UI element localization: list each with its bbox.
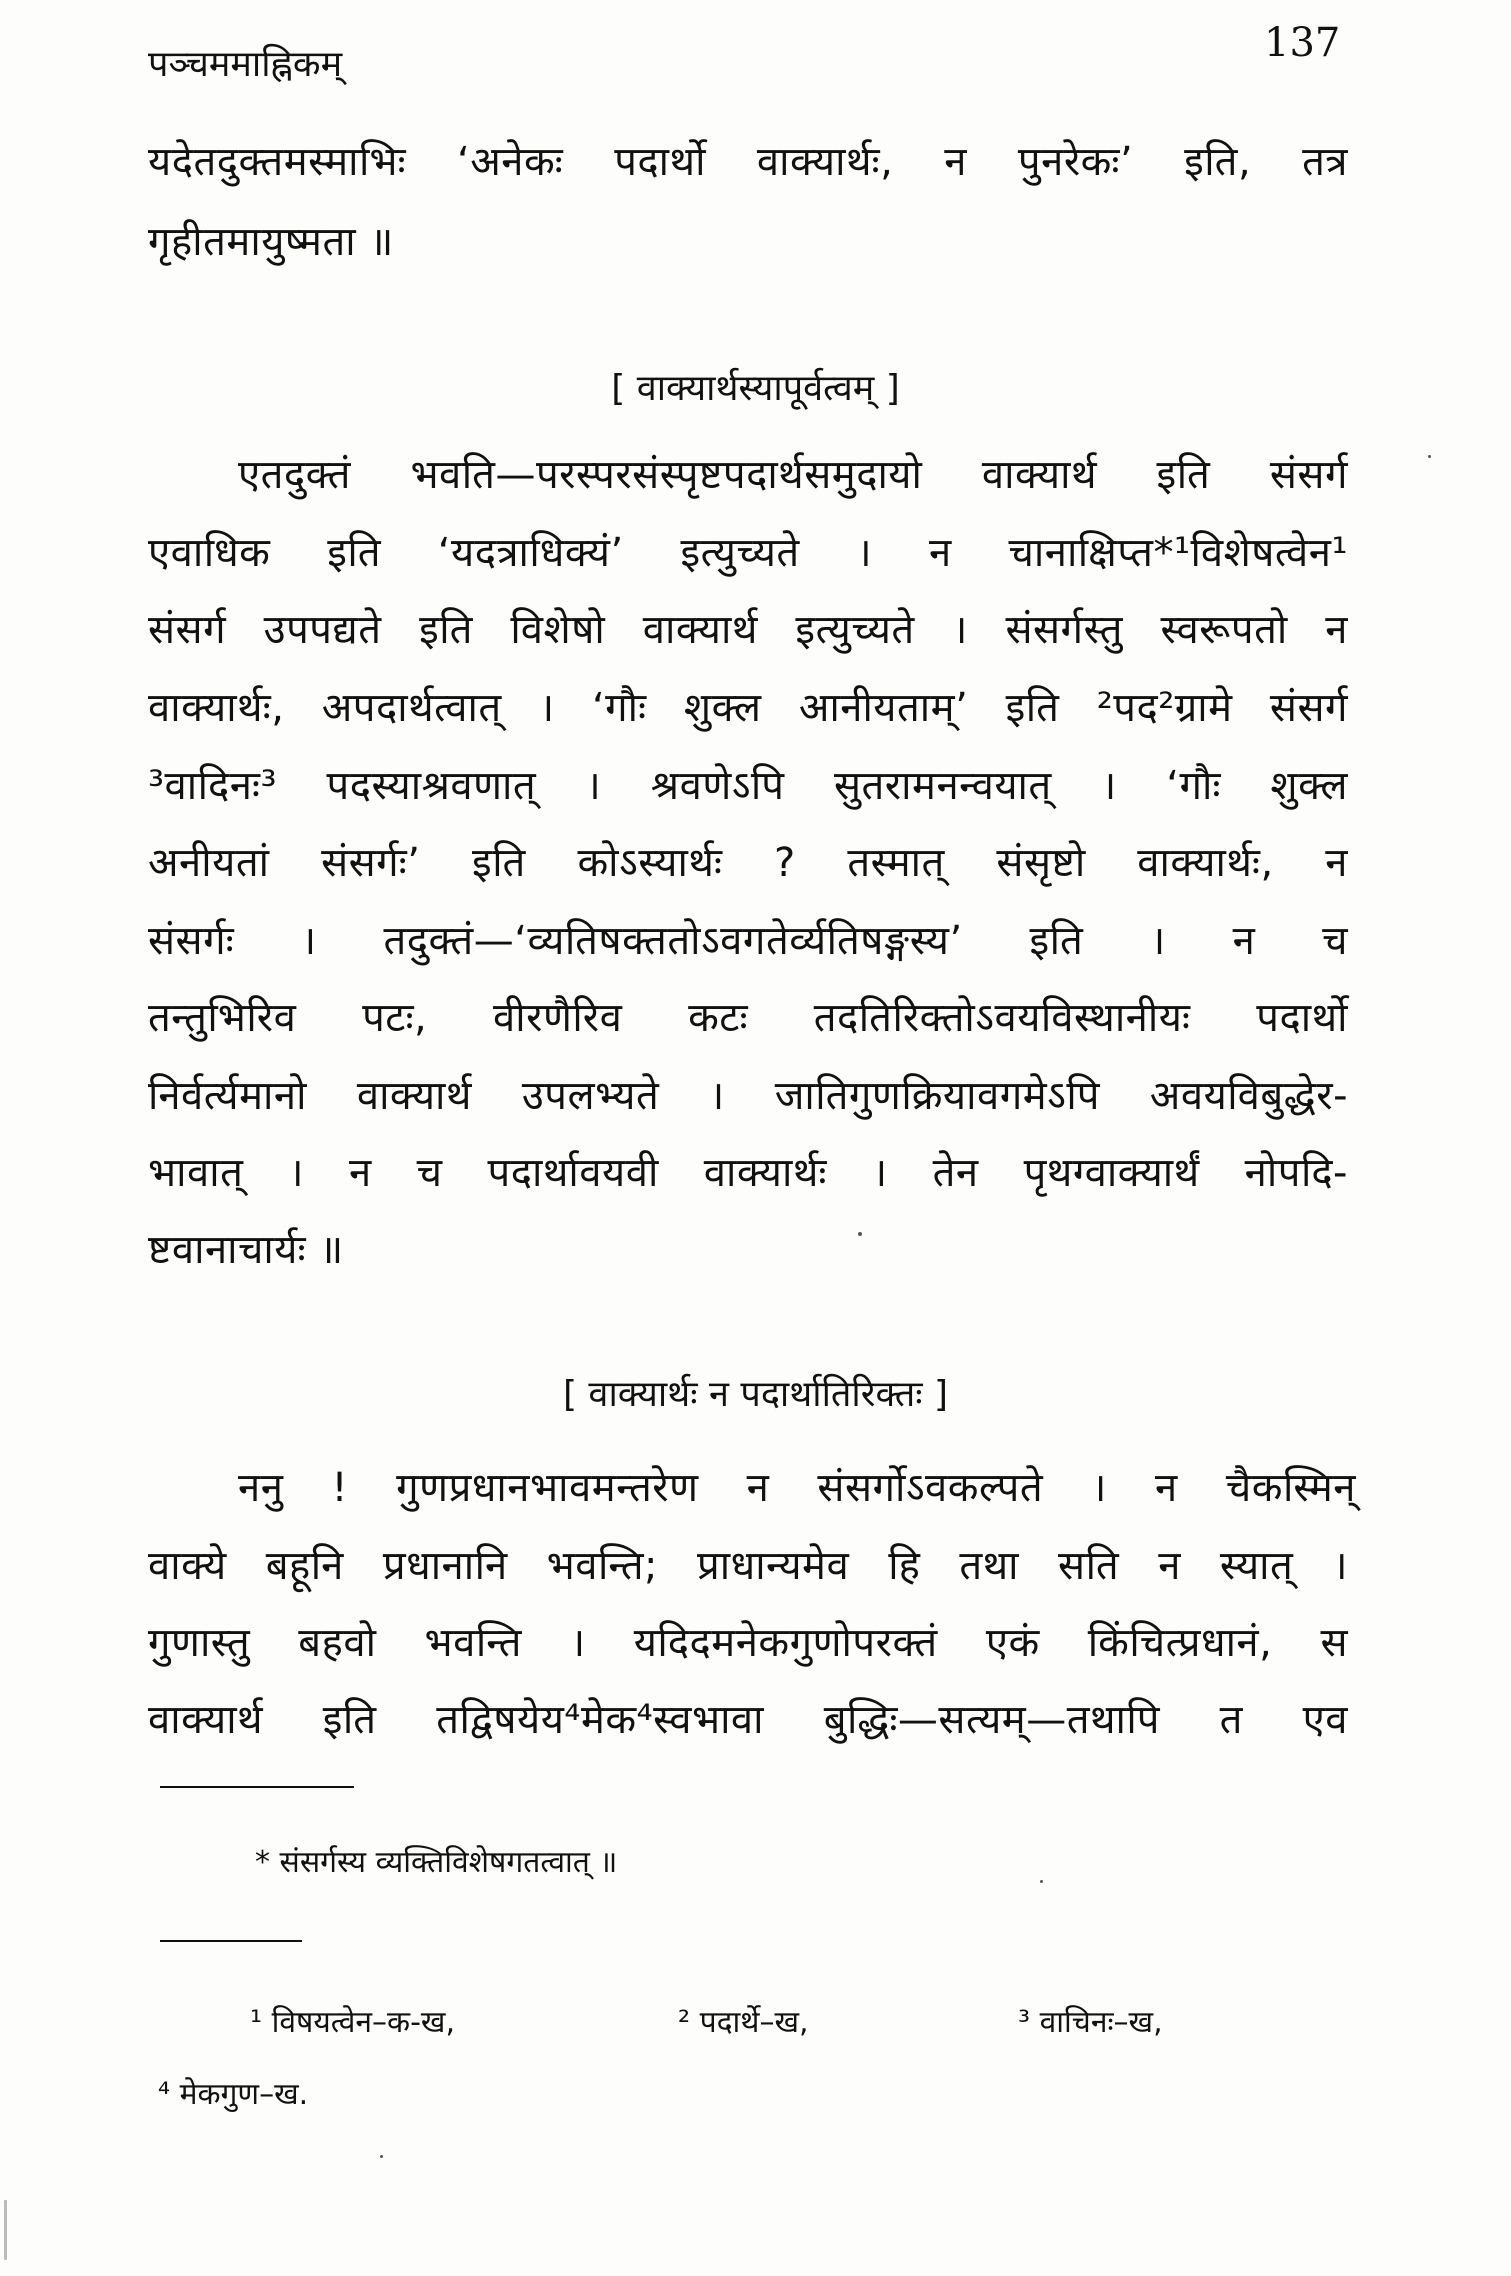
scan-speck	[1040, 1880, 1043, 1883]
section1-line-2: एवाधिक इति ‘यदत्राधिक्यं’ इत्युच्यते । न चानाक्षिप्त*¹विशेषत्वेन¹	[148, 530, 1348, 576]
scan-speck	[858, 1232, 862, 1236]
section1-line-5: ³वादिनः³ पदस्याश्रवणात् । श्रवणेऽपि सुतरामनन्वयात् । ‘गौः शुक्ल	[148, 763, 1348, 809]
section2-line-2: वाक्ये बहूनि प्रधानानि भवन्ति; प्राधान्यमेव हि तथा सति न स्यात् ।	[148, 1543, 1348, 1589]
variant-note-2: ² पदार्थे–ख,	[678, 2005, 809, 2040]
scan-edge-mark	[4, 2200, 7, 2260]
footnote-rule	[160, 1786, 354, 1788]
section-heading-1: [ वाक्यार्थस्यापूर्वत्वम् ]	[611, 368, 900, 409]
section1-line-11: ष्टवानाचार्यः ॥	[148, 1227, 344, 1273]
section2-line-1: ननु ! गुणप्रधानभावमन्तरेण न संसर्गोऽवकल्पते । न चैकस्मिन्	[238, 1465, 1356, 1511]
variant-note-1: ¹ विषयत्वेन–क-ख,	[250, 2005, 455, 2040]
scan-speck	[380, 2155, 383, 2158]
section-heading-2: [ वाक्यार्थः न पदार्थातिरिक्तः ]	[562, 1374, 949, 1415]
running-title: पञ्चममाह्निकम्	[148, 44, 343, 85]
section2-line-3: गुणास्तु बहवो भवन्ति । यदिदमनेकगुणोपरक्तं एकं किंचित्प्रधानं, स	[148, 1620, 1348, 1666]
section1-line-6: अनीयतां संसर्गः’ इति कोऽस्यार्थः ? तस्मात् संसृष्टो वाक्यार्थः, न	[148, 840, 1348, 886]
section1-line-9: निर्वर्त्यमानो वाक्यार्थ उपलभ्यते । जातिगुणक्रियावगमेऽपि अवयविबुद्धेर-	[148, 1073, 1348, 1119]
section1-line-1: एतदुक्तं भवति—परस्परसंस्पृष्टपदार्थसमुदायो वाक्यार्थ इति संसर्ग	[238, 452, 1348, 498]
variant-note-4: ⁴ मेकगुण–ख.	[158, 2077, 309, 2112]
scan-speck	[1428, 455, 1431, 458]
section1-line-8: तन्तुभिरिव पटः, वीरणैरिव कटः तदतिरिक्तोऽवयविस्थानीयः पदार्थो	[148, 995, 1348, 1041]
section1-line-3: संसर्ग उपपद्यते इति विशेषो वाक्यार्थ इत्युच्यते । संसर्गस्तु स्वरूपतो न	[148, 607, 1348, 653]
variants-rule	[160, 1940, 302, 1942]
intro-line-1: यदेतदुक्तमस्माभिः ‘अनेकः पदार्थो वाक्यार्थः, न पुनरेकः’ इति, तत्र	[148, 139, 1348, 185]
section2-line-4: वाक्यार्थ इति तद्विषयेय⁴मेक⁴स्वभावा बुद्धिः—सत्यम्—तथापि त एव	[148, 1697, 1348, 1743]
section1-line-7: संसर्गः । तदुक्तं—‘व्यतिषक्ततोऽवगतेर्व्यतिषङ्गस्य’ इति । न च	[148, 918, 1348, 964]
intro-line-2: गृहीतमायुष्मता ॥	[148, 219, 394, 265]
section1-line-10: भावात् । न च पदार्थावयवी वाक्यार्थः । तेन पृथग्वाक्यार्थं नोपदि-	[148, 1150, 1348, 1196]
section1-line-4: वाक्यार्थः, अपदार्थत्वात् । ‘गौः शुक्ल आनीयताम्’ इति ²पद²ग्रामे संसर्ग	[148, 685, 1348, 731]
page-number: 137	[1264, 20, 1341, 66]
footnote-star: * संसर्गस्य व्यक्तिविशेषगतत्वात् ॥	[255, 1845, 618, 1880]
variant-note-3: ³ वाचिनः–ख,	[1018, 2005, 1163, 2040]
